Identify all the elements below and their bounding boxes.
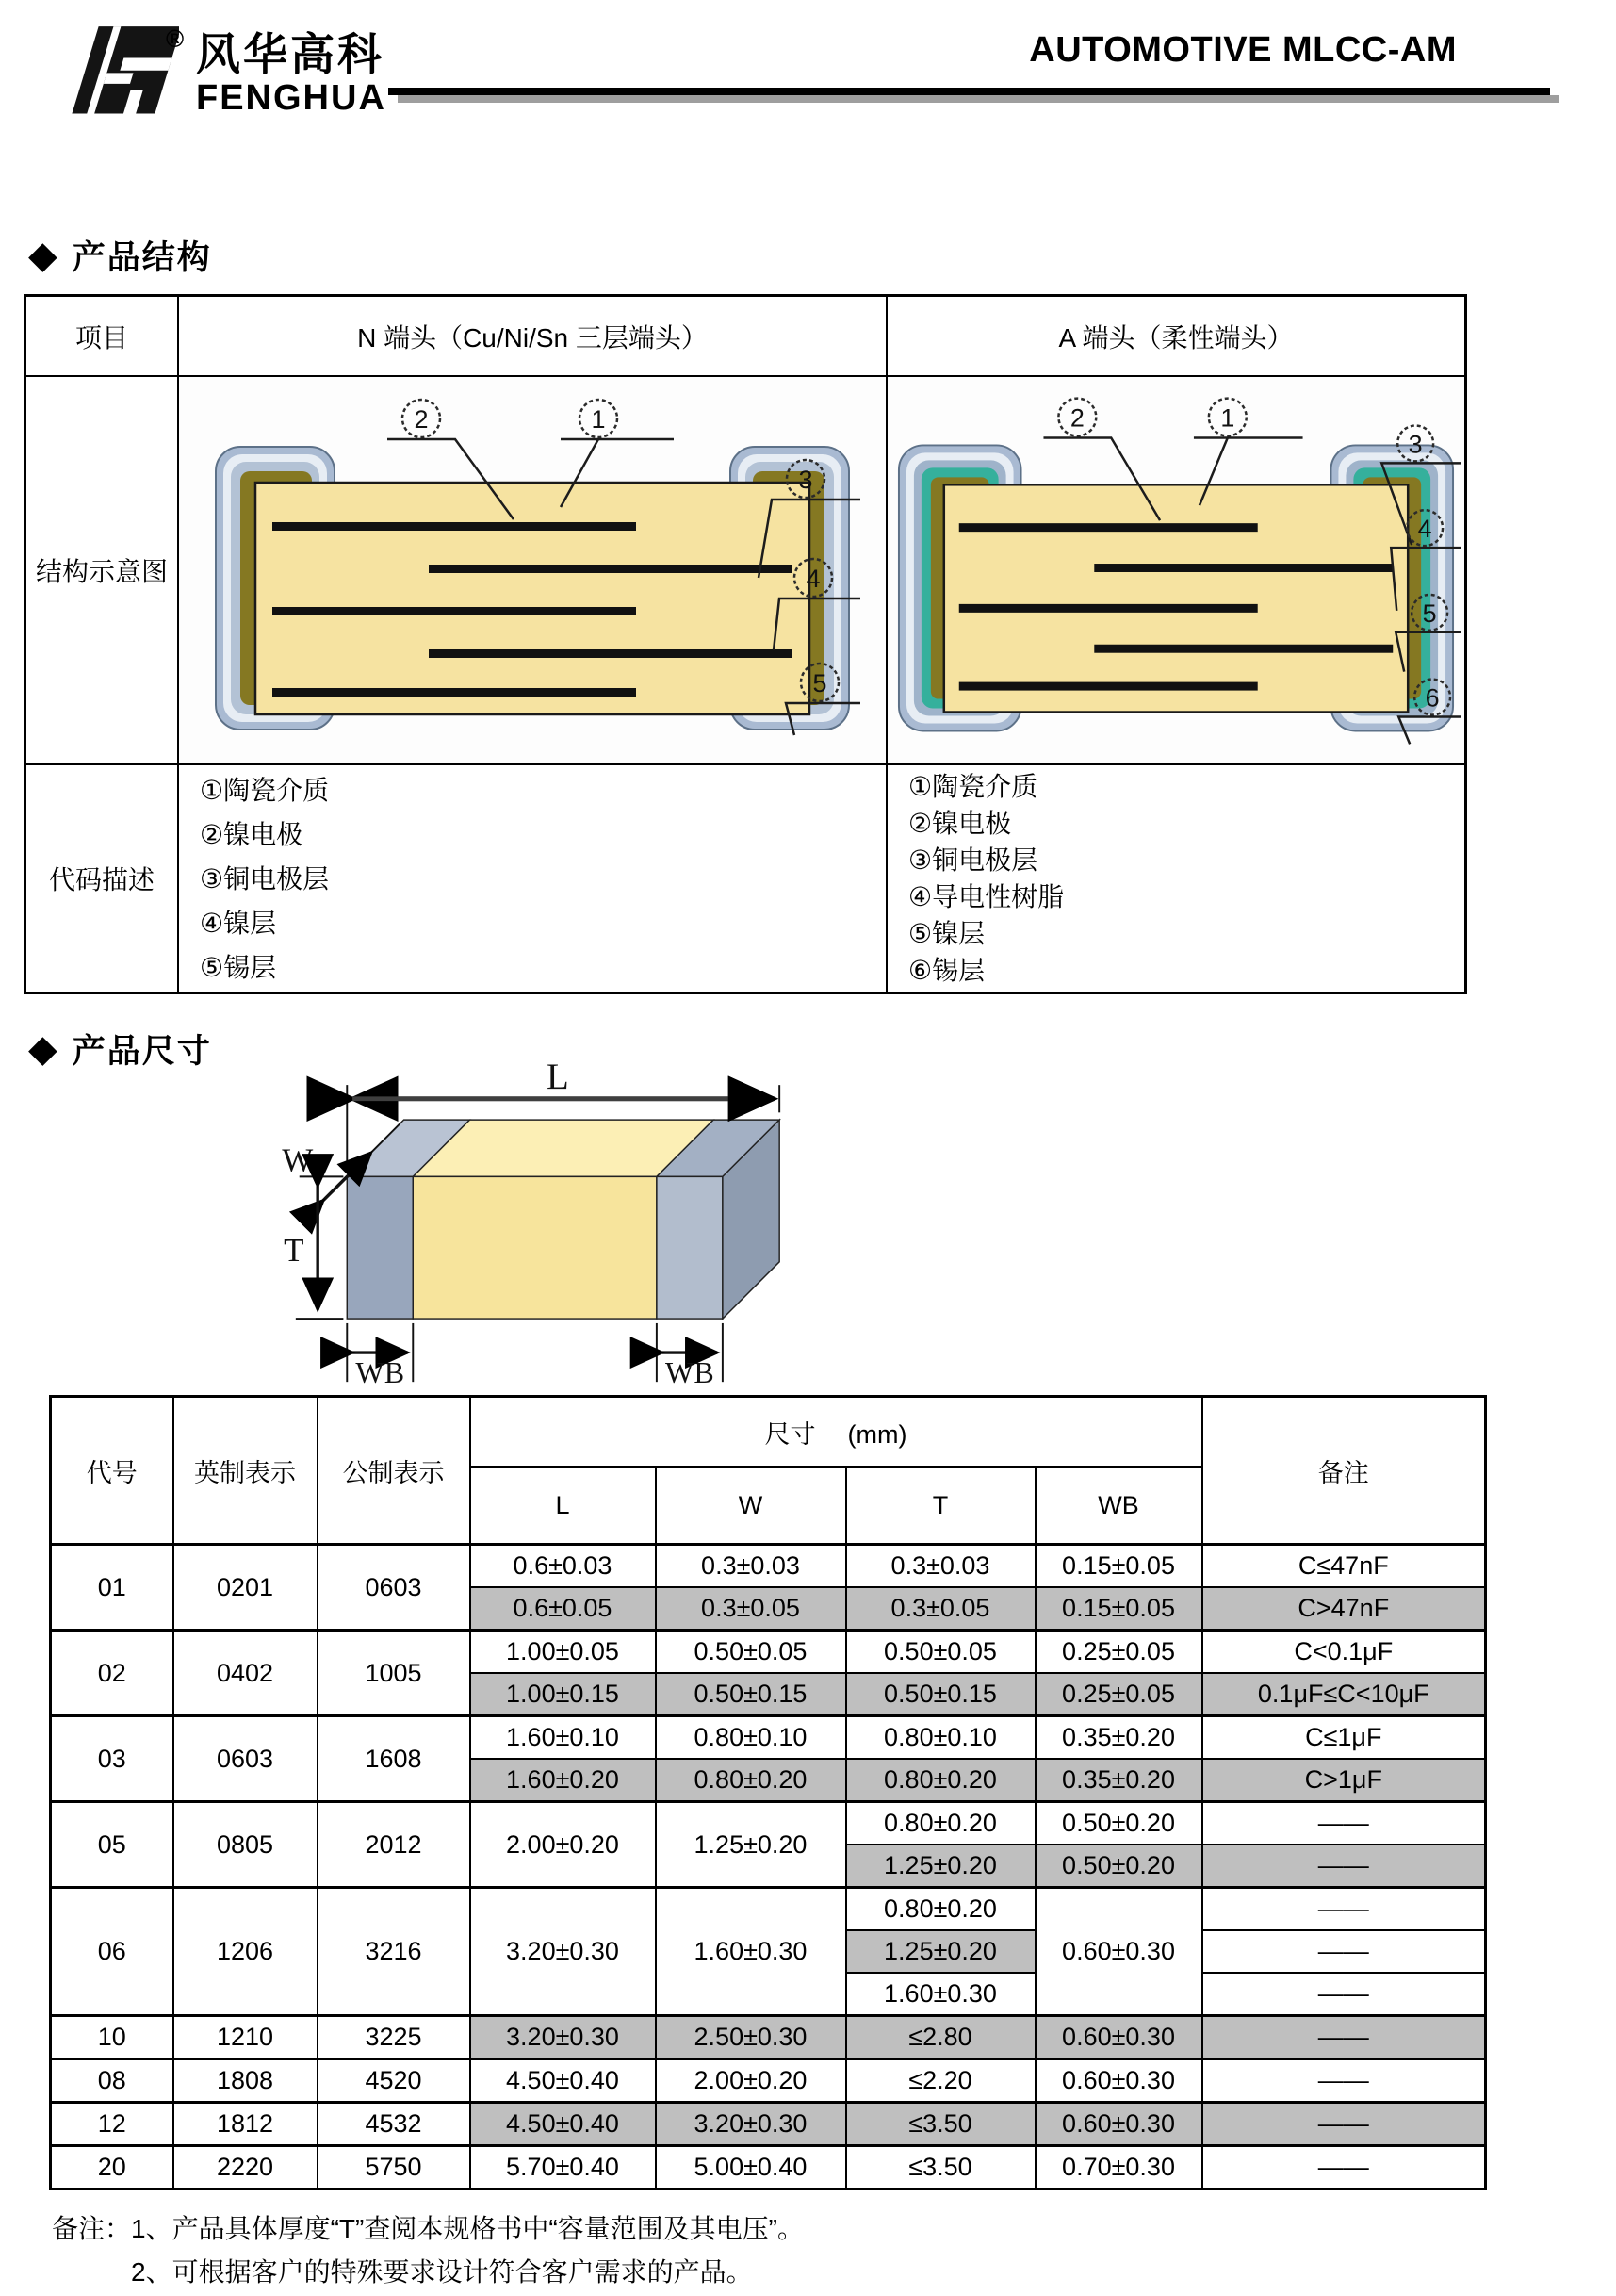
dim-table-cell: 1.60±0.20: [470, 1759, 656, 1802]
dim-table-cell: 0.80±0.20: [846, 1759, 1036, 1802]
dim-table-cell: ≤3.50: [846, 2103, 1036, 2146]
electrode-line: [1094, 564, 1393, 572]
electrode-line: [959, 681, 1258, 690]
dim-table-cell: 0.25±0.05: [1036, 1631, 1202, 1674]
dim-table-cell: 0.35±0.20: [1036, 1759, 1202, 1802]
dim-table-cell: 06: [51, 1888, 173, 2016]
dim-table-cell: 0805: [173, 1802, 318, 1888]
dim-table-cell: 1.60±0.30: [656, 1888, 846, 2016]
dim-table-cell: 01: [51, 1545, 173, 1631]
dim-table-cell: 1.25±0.20: [846, 1845, 1036, 1888]
list-line: ②镍电极: [908, 809, 1012, 838]
col-header-metric: 公制表示: [318, 1397, 470, 1545]
col-header-L: L: [470, 1467, 656, 1545]
dim-table-cell: ——: [1202, 1930, 1486, 1973]
dim-table-cell: 0.70±0.30: [1036, 2146, 1202, 2189]
dim-table-cell: 0.15±0.05: [1036, 1545, 1202, 1588]
col-header-T: T: [846, 1467, 1036, 1545]
dim-table-cell: 0.80±0.10: [656, 1716, 846, 1760]
dim-table-cell: 1808: [173, 2059, 318, 2103]
list-line: ④导电性树脂: [908, 882, 1065, 911]
dim-table-cell: 0.60±0.30: [1036, 2103, 1202, 2146]
dim-table-cell: 3.20±0.30: [470, 1888, 656, 2016]
dim-table-cell: C≤1μF: [1202, 1716, 1486, 1760]
dimension-label-L: L: [547, 1058, 569, 1098]
dim-table-cell: 2.00±0.20: [470, 1802, 656, 1888]
chip-body: [413, 1176, 657, 1319]
dim-table-cell: 2220: [173, 2146, 318, 2189]
notes-list: [131, 2207, 804, 2294]
svg-text:4: 4: [1417, 514, 1432, 543]
dim-table-cell: 1608: [318, 1716, 470, 1802]
dim-table-cell: 0.50±0.15: [656, 1673, 846, 1716]
n-terminal-diagram-cell: [178, 376, 887, 764]
dim-table-cell: 0.80±0.20: [656, 1759, 846, 1802]
dim-table-cell: C>47nF: [1202, 1587, 1486, 1631]
dim-table-cell: 0.80±0.10: [846, 1716, 1036, 1760]
dim-table-cell: 2.50±0.30: [656, 2016, 846, 2059]
dimension-label-WB-right: WB: [665, 1355, 714, 1387]
col-header-inch: 英制表示: [173, 1397, 318, 1545]
list-line: ①陶瓷介质: [908, 772, 1038, 801]
section-title: 产品结构: [72, 239, 212, 276]
svg-text:1: 1: [1220, 403, 1235, 433]
dim-table-cell: ——: [1202, 2016, 1486, 2059]
list-line: ②镍电极: [200, 819, 303, 849]
dim-table-cell: 0.15±0.05: [1036, 1587, 1202, 1631]
dim-table-cell: 1210: [173, 2016, 318, 2059]
dim-table-cell: 10: [51, 2016, 173, 2059]
registered-trademark-icon: ®: [166, 25, 185, 53]
dim-table-cell: 12: [51, 2103, 173, 2146]
dimension-label-W: W: [282, 1141, 314, 1179]
size-label: 尺寸: [764, 1419, 816, 1449]
dim-table-cell: 3216: [318, 1888, 470, 2016]
header-rule-black: [388, 88, 1550, 95]
ceramic-body: [944, 484, 1408, 712]
header-rule-gray: [398, 95, 1559, 103]
svg-text:4: 4: [806, 564, 821, 593]
dim-table-cell: 0201: [173, 1545, 318, 1631]
size-unit: (mm): [847, 1419, 907, 1449]
list-line: ③铜电极层: [908, 845, 1038, 875]
dimension-label-T: T: [284, 1231, 304, 1269]
dim-table-cell: 0.35±0.20: [1036, 1716, 1202, 1760]
dim-table-cell: 1.25±0.20: [656, 1802, 846, 1888]
dim-table-cell: C≤47nF: [1202, 1545, 1486, 1588]
dim-table-cell: 0.60±0.30: [1036, 1888, 1202, 2016]
dim-table-cell: 1.60±0.10: [470, 1716, 656, 1760]
structure-col-item: 项目: [25, 296, 179, 377]
dim-table-cell: 4520: [318, 2059, 470, 2103]
dim-table-cell: 5.70±0.40: [470, 2146, 656, 2189]
list-line: ⑤锡层: [200, 952, 277, 982]
dim-table-cell: 1206: [173, 1888, 318, 2016]
n-terminal-structure-diagram: [203, 385, 862, 757]
list-line: ①陶瓷介质: [200, 775, 330, 805]
dim-table-cell: ——: [1202, 2103, 1486, 2146]
a-terminal-structure-diagram: [890, 385, 1462, 757]
dim-table-cell: 0402: [173, 1631, 318, 1716]
electrode-line: [272, 607, 636, 615]
dim-table-cell: 0.50±0.05: [846, 1631, 1036, 1674]
dim-table-cell: 05: [51, 1802, 173, 1888]
dim-table-cell: ≤3.50: [846, 2146, 1036, 2189]
a-terminal-diagram-cell: [887, 376, 1466, 764]
dim-table-cell: 1812: [173, 2103, 318, 2146]
svg-text:2: 2: [1069, 403, 1085, 433]
electrode-line: [959, 603, 1258, 612]
col-header-W: W: [656, 1467, 846, 1545]
dim-table-cell: 5750: [318, 2146, 470, 2189]
dim-table-cell: 0.3±0.03: [656, 1545, 846, 1588]
notes-label: 备注：: [52, 2214, 132, 2243]
list-line: ③铜电极层: [200, 863, 330, 894]
brand-name-english: FENGHUA: [196, 78, 386, 118]
ceramic-body: [255, 483, 809, 714]
svg-text:5: 5: [812, 668, 827, 697]
dim-table-cell: 0.60±0.30: [1036, 2016, 1202, 2059]
svg-text:1: 1: [591, 404, 606, 434]
a-terminal-code-list: [887, 764, 1466, 993]
electrode-line: [272, 688, 636, 697]
section-heading-dimensions: [28, 1025, 212, 1073]
dim-table-cell: 0.80±0.20: [846, 1802, 1036, 1845]
dim-table-cell: 02: [51, 1631, 173, 1716]
dim-table-cell: ——: [1202, 1888, 1486, 1931]
dim-table-cell: 0.50±0.05: [656, 1631, 846, 1674]
list-line: ⑤镍层: [908, 919, 986, 948]
dim-table-cell: 0.3±0.05: [656, 1587, 846, 1631]
dim-table-cell: 0.6±0.03: [470, 1545, 656, 1588]
dim-table-cell: 0.1μF≤C<10μF: [1202, 1673, 1486, 1716]
dim-table-cell: 08: [51, 2059, 173, 2103]
n-terminal-code-list: [178, 764, 887, 993]
brand-name-chinese: 风华高科: [196, 29, 384, 79]
col-header-note: 备注: [1202, 1397, 1486, 1545]
list-line: 1、产品具体厚度“T”查阅本规格书中“容量范围及其电压”。: [131, 2214, 804, 2243]
col-header-size-mm: [470, 1397, 1202, 1468]
dim-table-cell: ——: [1202, 1845, 1486, 1888]
dim-table-cell: 0.50±0.20: [1036, 1845, 1202, 1888]
dim-table-cell: 1.25±0.20: [846, 1930, 1036, 1973]
dim-table-cell: ——: [1202, 2146, 1486, 2189]
electrode-line: [1094, 644, 1393, 652]
structure-col-n-terminal: N 端头（Cu/Ni/Sn 三层端头）: [178, 296, 887, 377]
dim-table-cell: C<0.1μF: [1202, 1631, 1486, 1674]
svg-text:6: 6: [1425, 683, 1440, 713]
chip-dimension-diagram: [209, 1058, 833, 1387]
dim-table-cell: 0.50±0.15: [846, 1673, 1036, 1716]
dim-table-cell: 0.50±0.20: [1036, 1802, 1202, 1845]
dim-table-cell: 2012: [318, 1802, 470, 1888]
dim-table-cell: 3225: [318, 2016, 470, 2059]
diamond-bullet-icon: ◆: [28, 1028, 57, 1070]
svg-text:5: 5: [1422, 599, 1437, 628]
list-line: ④镍层: [200, 908, 277, 938]
dim-table-cell: 1.00±0.05: [470, 1631, 656, 1674]
svg-text:3: 3: [1408, 429, 1423, 458]
list-line: ⑥锡层: [908, 956, 986, 985]
dim-table-cell: 4.50±0.40: [470, 2103, 656, 2146]
fenghua-logo: [55, 26, 179, 132]
left-terminal: [347, 1176, 413, 1319]
diamond-bullet-icon: ◆: [28, 235, 57, 276]
col-header-code: 代号: [51, 1397, 173, 1545]
structure-row-label-codes: 代码描述: [25, 764, 179, 993]
dim-table-cell: 1.60±0.30: [846, 1973, 1036, 2016]
document-title: AUTOMOTIVE MLCC-AM: [1029, 30, 1457, 70]
dim-table-cell: 03: [51, 1716, 173, 1802]
footer-notes: [52, 2207, 804, 2294]
dim-table-cell: 0.80±0.20: [846, 1888, 1036, 1931]
brand-block: [196, 29, 386, 118]
dim-table-cell: 0.3±0.05: [846, 1587, 1036, 1631]
dim-table-cell: 20: [51, 2146, 173, 2189]
dim-table-cell: C>1μF: [1202, 1759, 1486, 1802]
section-title: 产品尺寸: [72, 1033, 212, 1070]
dim-table-cell: 4.50±0.40: [470, 2059, 656, 2103]
dim-table-cell: ——: [1202, 2059, 1486, 2103]
dim-table-cell: 0603: [173, 1716, 318, 1802]
electrode-line: [429, 649, 792, 658]
dim-table-cell: 3.20±0.30: [470, 2016, 656, 2059]
dim-table-cell: 3.20±0.30: [656, 2103, 846, 2146]
structure-row-label-diagram: 结构示意图: [25, 376, 179, 764]
dim-table-cell: ≤2.80: [846, 2016, 1036, 2059]
dim-table-cell: 5.00±0.40: [656, 2146, 846, 2189]
dimensions-table: [49, 1395, 1487, 2190]
svg-text:2: 2: [414, 404, 429, 434]
section-heading-structure: [28, 232, 212, 279]
dim-table-cell: 0.6±0.05: [470, 1587, 656, 1631]
electrode-line: [959, 523, 1258, 532]
col-header-WB: WB: [1036, 1467, 1202, 1545]
structure-table: [24, 294, 1467, 994]
dimension-label-WB-left: WB: [355, 1355, 405, 1387]
list-line: 2、可根据客户的特殊要求设计符合客户需求的产品。: [131, 2257, 753, 2287]
right-terminal: [657, 1176, 723, 1319]
dim-table-cell: ≤2.20: [846, 2059, 1036, 2103]
dim-table-cell: 0603: [318, 1545, 470, 1631]
dim-table-cell: 4532: [318, 2103, 470, 2146]
dim-table-cell: ——: [1202, 1973, 1486, 2016]
dim-table-cell: ——: [1202, 1802, 1486, 1845]
electrode-line: [429, 565, 792, 573]
dim-table-cell: 0.3±0.03: [846, 1545, 1036, 1588]
svg-text:3: 3: [798, 465, 813, 494]
dim-table-cell: 2.00±0.20: [656, 2059, 846, 2103]
dim-table-cell: 0.60±0.30: [1036, 2059, 1202, 2103]
dim-table-cell: 1.00±0.15: [470, 1673, 656, 1716]
electrode-line: [272, 522, 636, 531]
dim-table-cell: 0.25±0.05: [1036, 1673, 1202, 1716]
dim-table-cell: 1005: [318, 1631, 470, 1716]
structure-col-a-terminal: A 端头（柔性端头）: [887, 296, 1466, 377]
